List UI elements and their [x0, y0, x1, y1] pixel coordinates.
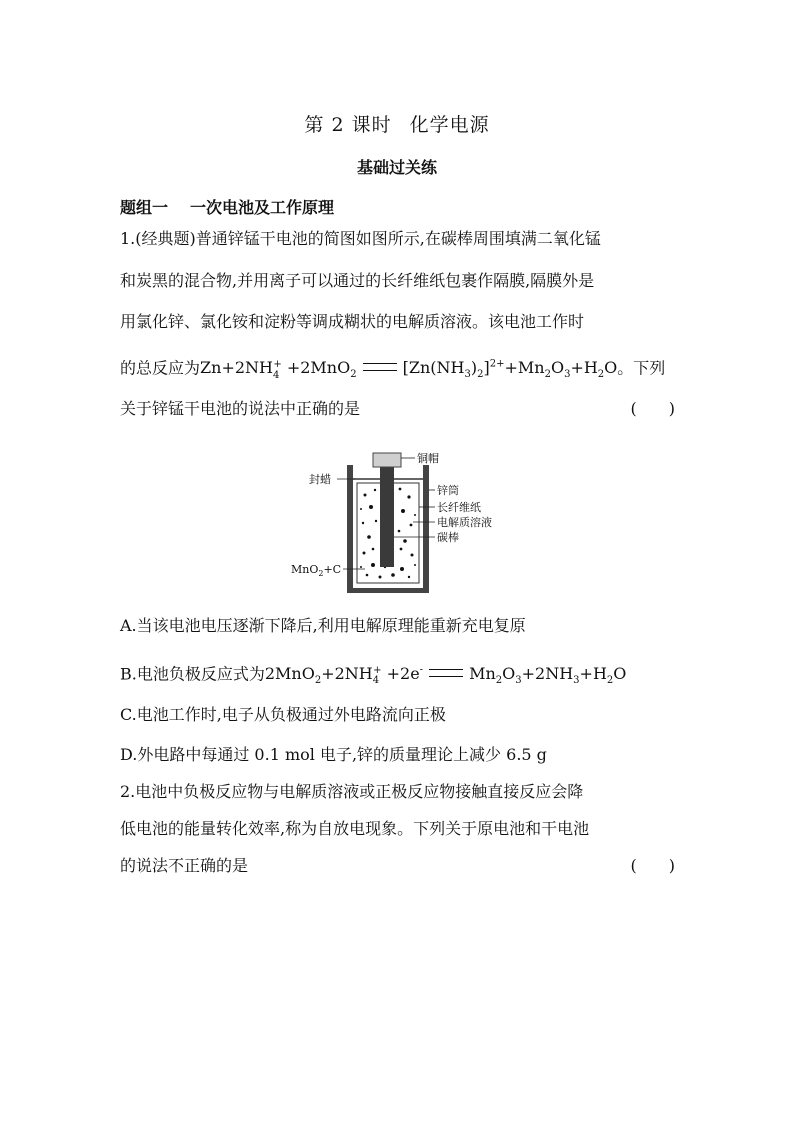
answer-blank: ( )	[630, 399, 675, 418]
label-fiber-paper: 长纤维纸	[437, 501, 481, 514]
q2-line-1: 2.电池中负极反应物与电解质溶液或正极反应物接触直接反应会降	[120, 782, 584, 801]
q1-line-4: 的总反应为$Zn+2NH_4^+ +2MnO_2$ $[Zn(NH_3)_2]^{2+}+Mn_2O_3+H_2O$。下列	[120, 358, 666, 381]
option-b-equation: $2MnO_2+2NH_4^+ +2e^-$ $Mn_2O_3+2NH_3+H_2O$	[264, 664, 627, 687]
q1-line-1: 1.(经典题)普通锌锰干电池的简图如图所示,在碳棒周围填满二氧化锰	[120, 229, 601, 248]
zinc-can-left-wall	[347, 465, 353, 593]
lesson-number: 第 2 课时	[304, 114, 392, 136]
zinc-manganese-battery-diagram	[285, 445, 525, 600]
section-heading	[120, 195, 334, 218]
page-title	[0, 110, 794, 137]
section-number: 题组一	[120, 198, 169, 217]
label-copper-cap: 铜帽	[417, 452, 439, 465]
equals-sign	[363, 363, 397, 371]
page-subtitle: 基础过关练	[356, 158, 437, 177]
answer-blank: ( )	[630, 856, 675, 875]
q1-option-a: A.当该电池电压逐渐下降后,利用电解原理能重新充电复原	[120, 616, 526, 635]
label-carbon-rod: 碳棒	[437, 531, 459, 544]
q1-equation: $Zn+2NH_4^+ +2MnO_2$ $[Zn(NH_3)_2]^{2+}+Mn_2O_3+H_2O$	[200, 358, 618, 381]
carbon-rod	[380, 467, 394, 567]
label-electrolyte: 电解质溶液	[437, 516, 492, 529]
section-title: 一次电池及工作原理	[190, 198, 335, 217]
q1-option-d: D.外电路中每通过 0.1 mol 电子,锌的质量理论上减少 6.5 g	[120, 745, 547, 764]
q1-line-3: 用氯化锌、氯化铵和淀粉等调成糊状的电解质溶液。该电池工作时	[120, 312, 585, 331]
q1-line-2: 和炭黑的混合物,并用离子可以通过的长纤维纸包裹作隔膜,隔膜外是	[120, 271, 595, 290]
q1-option-b: B.电池负极反应式为$2MnO_2+2NH_4^+ +2e^-$ $Mn_2O_3+2NH_3+H_2O$	[120, 664, 627, 687]
label-wax-seal: 封蜡	[309, 473, 331, 486]
label-mno2-c: MnO$_2$+C	[291, 563, 342, 578]
q1-line-5: 关于锌锰干电池的说法中正确的是 ( )	[120, 399, 675, 418]
zinc-can-bottom	[347, 588, 429, 593]
equals-sign	[429, 669, 463, 677]
zinc-can-right-wall	[423, 465, 429, 593]
q1-option-c: C.电池工作时,电子从负极通过外电路流向正极	[120, 705, 446, 724]
lesson-title: 化学电源	[409, 114, 490, 136]
q2-line-2: 低电池的能量转化效率,称为自放电现象。下列关于原电池和干电池	[120, 819, 590, 838]
copper-cap	[373, 453, 401, 467]
label-zinc-can: 锌筒	[437, 484, 459, 497]
q2-line-3: 的说法不正确的是 ( )	[120, 856, 675, 875]
